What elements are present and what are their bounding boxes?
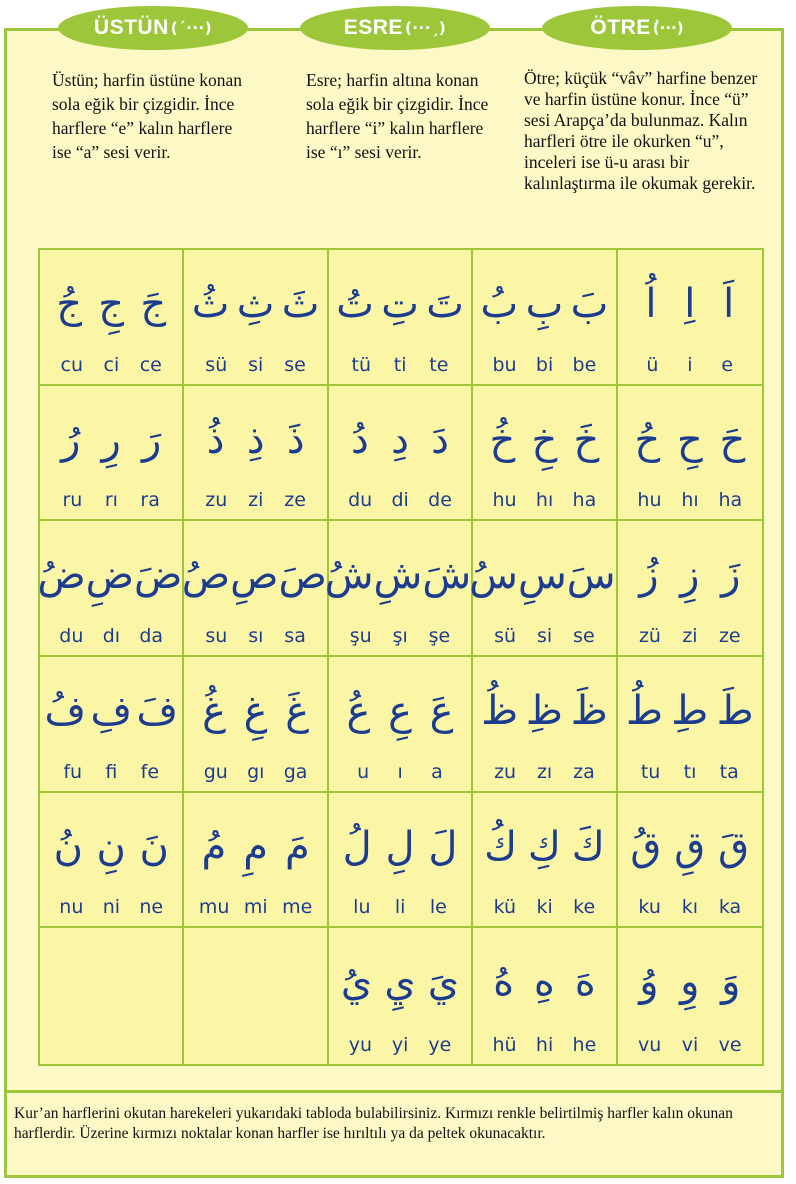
transliteration-syllable: ı xyxy=(397,760,403,783)
letter-cell xyxy=(618,657,762,793)
arabic-letter: هُ xyxy=(493,959,515,1006)
transliteration-syllable: yu xyxy=(348,1034,372,1056)
transliteration-syllable: sa xyxy=(284,625,306,647)
arabic-letters xyxy=(469,539,616,611)
footer-divider xyxy=(4,1090,784,1093)
arabic-letter: عُ xyxy=(346,688,371,734)
transliteration xyxy=(329,625,471,647)
arabic-letter: عِ xyxy=(388,688,412,734)
transliteration-syllable: su xyxy=(205,625,228,647)
arabic-letter: وُ xyxy=(639,959,659,1006)
transliteration xyxy=(618,1034,762,1056)
transliteration-syllable: lu xyxy=(353,896,371,919)
transliteration-syllable: zi xyxy=(248,489,264,512)
transliteration-syllable: fe xyxy=(140,760,160,783)
arabic-letter: تَ xyxy=(426,281,464,327)
arabic-letter: جِ xyxy=(98,281,125,327)
transliteration-syllable: zi xyxy=(682,625,698,647)
arabic-letter: قَ xyxy=(718,823,750,870)
transliteration xyxy=(184,896,326,918)
arabic-letter: كُ xyxy=(484,823,518,870)
arabic-letter: فَ xyxy=(136,688,178,734)
transliteration-syllable: ü xyxy=(646,353,659,376)
transliteration xyxy=(40,625,182,647)
transliteration-syllable: du xyxy=(59,625,84,647)
letter-cell xyxy=(618,793,762,929)
transliteration-syllable: di xyxy=(391,489,409,512)
transliteration-syllable: sü xyxy=(205,353,228,376)
arabic-letter: تُ xyxy=(336,281,374,327)
arabic-letter: ثُ xyxy=(191,281,230,327)
arabic-letter: ثِ xyxy=(236,281,275,327)
letter-cell xyxy=(469,521,617,657)
arabic-letter: سَ xyxy=(566,552,616,599)
arabic-letters xyxy=(329,675,471,747)
arabic-letter: مُ xyxy=(201,823,227,870)
letter-cell xyxy=(40,386,184,522)
arabic-letter: سِ xyxy=(517,552,567,599)
otre-header-pill xyxy=(542,6,732,50)
arabic-letters xyxy=(184,404,326,476)
letter-cell xyxy=(473,793,617,929)
arabic-letter: جُ xyxy=(56,281,83,327)
arabic-letters xyxy=(329,268,471,340)
letter-cell xyxy=(184,386,328,522)
transliteration-syllable: ni xyxy=(102,896,121,919)
transliteration-syllable: te xyxy=(429,353,449,376)
transliteration-syllable: ve xyxy=(718,1034,742,1056)
transliteration-syllable: de xyxy=(428,489,452,512)
transliteration-syllable: me xyxy=(282,896,313,919)
transliteration xyxy=(184,625,326,647)
transliteration xyxy=(618,354,762,376)
transliteration-syllable: si xyxy=(536,625,553,647)
transliteration-syllable: i xyxy=(687,353,693,376)
arabic-letter: هِ xyxy=(533,959,555,1006)
letter-cell xyxy=(473,386,617,522)
arabic-letter: صَ xyxy=(278,552,327,599)
transliteration xyxy=(618,761,762,783)
transliteration-syllable: ki xyxy=(536,896,553,919)
letter-cell xyxy=(329,657,473,793)
letter-cell xyxy=(324,521,473,657)
letter-cell xyxy=(184,657,328,793)
transliteration-syllable: ga xyxy=(283,760,308,783)
transliteration-syllable: nu xyxy=(59,896,84,919)
transliteration-syllable: gı xyxy=(247,760,265,783)
harakah-table xyxy=(38,248,764,1066)
transliteration xyxy=(40,489,182,511)
esre-header-label: ESRE xyxy=(343,16,403,39)
arabic-letter: شِ xyxy=(373,552,423,599)
arabic-letter: وِ xyxy=(680,959,700,1006)
transliteration-syllable: şu xyxy=(349,625,372,647)
arabic-letter: غَ xyxy=(285,688,310,734)
arabic-letter: ذَ xyxy=(286,416,305,463)
arabic-letters xyxy=(618,539,762,611)
arabic-letters xyxy=(618,811,762,883)
arabic-letters xyxy=(329,946,471,1018)
arabic-letter: خَ xyxy=(573,416,600,463)
transliteration-syllable: ta xyxy=(719,760,739,783)
arabic-letter: رُ xyxy=(61,416,81,463)
arabic-letters xyxy=(184,675,326,747)
arabic-letter: لَ xyxy=(428,823,458,870)
letter-cell xyxy=(184,793,328,929)
arabic-letter: دَ xyxy=(431,416,449,463)
arabic-letter: زِ xyxy=(680,552,700,599)
transliteration-syllable: fu xyxy=(63,760,83,783)
arabic-letter: جَ xyxy=(140,281,167,327)
transliteration-syllable: li xyxy=(394,896,406,919)
arabic-letter: مَ xyxy=(285,823,310,870)
arabic-letter: نَ xyxy=(139,823,169,870)
transliteration-syllable: a xyxy=(431,760,443,783)
arabic-letter: اُ xyxy=(645,281,657,327)
ustun-description: Üstün; harfin üstüne konan sola eğik bir çizgidir. İnce harflere “e” kalın harflere ise “a” sesi verir. xyxy=(52,70,243,162)
transliteration-syllable: he xyxy=(572,1034,597,1056)
arabic-letter: فُ xyxy=(44,688,86,734)
transliteration-syllable: ze xyxy=(718,625,741,647)
arabic-letter: بَ xyxy=(570,281,609,327)
transliteration-syllable: le xyxy=(429,896,447,919)
transliteration-syllable: tü xyxy=(351,353,372,376)
arabic-letter: يُ xyxy=(340,959,373,1006)
transliteration-syllable: dı xyxy=(102,625,121,647)
transliteration-syllable: vi xyxy=(681,1034,699,1056)
transliteration-syllable: zı xyxy=(536,760,553,783)
arabic-letter: غُ xyxy=(202,688,226,734)
arabic-letters xyxy=(473,268,615,340)
arabic-letter: قُ xyxy=(630,823,662,870)
arabic-letter: ظُ xyxy=(481,688,519,734)
arabic-letter: شُ xyxy=(324,552,374,599)
transliteration-syllable: ka xyxy=(718,896,742,919)
transliteration-syllable: bu xyxy=(492,353,517,376)
arabic-letter: غِ xyxy=(243,688,268,734)
letter-cell xyxy=(184,250,328,386)
transliteration xyxy=(184,489,326,511)
transliteration xyxy=(329,354,471,376)
arabic-letter: صُ xyxy=(181,552,231,599)
otre-header-label: ÖTRE xyxy=(590,16,651,39)
letter-cell xyxy=(618,928,762,1064)
arabic-letter: شَ xyxy=(422,552,472,599)
transliteration-syllable: zu xyxy=(205,489,228,512)
transliteration-syllable: hu xyxy=(492,489,517,512)
arabic-letter: دُ xyxy=(351,416,369,463)
transliteration-syllable: yi xyxy=(391,1034,409,1056)
arabic-letter: لِ xyxy=(385,823,415,870)
arabic-letter: كِ xyxy=(527,823,561,870)
arabic-letter: بُ xyxy=(480,281,519,327)
arabic-letter: رَ xyxy=(141,416,162,463)
transliteration-syllable: hü xyxy=(492,1034,517,1056)
transliteration-syllable: ha xyxy=(718,489,743,512)
arabic-letter: ظَ xyxy=(570,688,608,734)
transliteration xyxy=(329,489,471,511)
transliteration-syllable: ce xyxy=(139,353,162,376)
letter-cell xyxy=(329,793,473,929)
arabic-letter: زَ xyxy=(721,552,741,599)
arabic-letter: فِ xyxy=(90,688,132,734)
arabic-letters xyxy=(473,946,615,1018)
transliteration-syllable: ru xyxy=(62,489,83,512)
arabic-letter: نِ xyxy=(96,823,126,870)
arabic-letters xyxy=(184,268,326,340)
arabic-letters xyxy=(618,268,762,340)
footer-note: Kur’an harflerini okutan harekeleri yukarıdaki tabloda bulabilirsiniz. Kırmızı renkle belirtilmiş harfler kalın okunan harflerdir. Üzerine kırmızı noktalar konan harfler ise hırıltılı ya da peltek okunacaktır. xyxy=(14,1105,733,1142)
transliteration-syllable: ra xyxy=(140,489,160,512)
arabic-letter: عَ xyxy=(429,688,454,734)
arabic-letters xyxy=(329,811,471,883)
transliteration xyxy=(473,489,615,511)
transliteration-syllable: si xyxy=(248,353,264,376)
transliteration-syllable: rı xyxy=(104,489,118,512)
transliteration-syllable: hı xyxy=(535,489,554,512)
transliteration xyxy=(618,896,762,918)
transliteration-syllable: se xyxy=(284,353,306,376)
transliteration-syllable: da xyxy=(139,625,164,647)
letter-cell xyxy=(40,250,184,386)
letter-cell xyxy=(329,386,473,522)
ustun-header-pill xyxy=(58,6,248,50)
arabic-letters xyxy=(181,539,327,611)
transliteration-syllable: sı xyxy=(248,625,264,647)
transliteration-syllable: kü xyxy=(493,896,517,919)
arabic-letter: حُ xyxy=(634,416,661,463)
arabic-letter: ثَ xyxy=(281,281,320,327)
transliteration xyxy=(184,354,326,376)
transliteration-syllable: ti xyxy=(393,353,407,376)
arabic-letter: سُ xyxy=(469,552,518,599)
transliteration xyxy=(618,489,762,511)
transliteration-syllable: mu xyxy=(198,896,230,919)
transliteration-syllable: tı xyxy=(683,760,697,783)
arabic-letter: هَ xyxy=(574,959,596,1006)
transliteration xyxy=(473,896,615,918)
transliteration-syllable: vu xyxy=(638,1034,662,1056)
arabic-letter: خُ xyxy=(489,416,516,463)
arabic-letter: ظِ xyxy=(525,688,563,734)
transliteration-syllable: ne xyxy=(139,896,164,919)
transliteration xyxy=(473,761,615,783)
arabic-letter: ذِ xyxy=(246,416,265,463)
transliteration xyxy=(473,1034,615,1056)
arabic-letter: يِ xyxy=(384,959,416,1006)
transliteration xyxy=(329,761,471,783)
arabic-letter: صِ xyxy=(230,552,279,599)
transliteration-syllable: ci xyxy=(103,353,120,376)
transliteration-syllable: zü xyxy=(638,625,661,647)
arabic-letter: اَ xyxy=(723,281,735,327)
arabic-letters xyxy=(618,404,762,476)
arabic-letter: طَ xyxy=(716,688,754,734)
arabic-letter: ضَ xyxy=(134,552,183,599)
transliteration-syllable: ha xyxy=(572,489,597,512)
transliteration xyxy=(40,896,182,918)
letter-cell xyxy=(329,928,473,1064)
arabic-letter: تِ xyxy=(381,281,419,327)
arabic-letter: خِ xyxy=(531,416,558,463)
arabic-letter: كَ xyxy=(571,823,605,870)
arabic-letter: طُ xyxy=(625,688,663,734)
transliteration xyxy=(473,354,615,376)
transliteration-syllable: u xyxy=(357,760,370,783)
arabic-letters xyxy=(329,404,471,476)
letter-cell xyxy=(40,657,184,793)
arabic-letter: دِ xyxy=(391,416,409,463)
letter-cell xyxy=(37,521,184,657)
letter-cell xyxy=(618,250,762,386)
arabic-letters xyxy=(40,811,182,883)
arabic-letter: وَ xyxy=(721,959,741,1006)
letter-cell xyxy=(473,928,617,1064)
arabic-letter: حِ xyxy=(676,416,703,463)
arabic-letters xyxy=(40,268,182,340)
letter-cell xyxy=(473,250,617,386)
letter-cell xyxy=(618,521,762,657)
transliteration-syllable: ku xyxy=(638,896,661,919)
arabic-letters xyxy=(40,675,182,747)
transliteration-syllable: ye xyxy=(428,1034,452,1056)
transliteration-syllable: fi xyxy=(105,760,118,783)
otre-description: Ötre; küçük “vâv” harfine benzer ve harfin üstüne konur. İnce “ü” sesi Arapça’da bulunmaz. Kalın harfleri ötre ile okurken “u”, inceleri ise ü-u arası bir kalınlaştırma ile okumak gerekir. xyxy=(524,68,758,193)
letter-cell xyxy=(329,250,473,386)
arabic-letter: ضُ xyxy=(37,552,86,599)
arabic-letters xyxy=(37,539,183,611)
letter-cell xyxy=(473,657,617,793)
transliteration xyxy=(473,625,615,647)
arabic-letter: مِ xyxy=(243,823,268,870)
transliteration xyxy=(40,354,182,376)
transliteration xyxy=(329,1034,471,1056)
arabic-letter: نُ xyxy=(53,823,83,870)
transliteration xyxy=(329,896,471,918)
arabic-letter: طِ xyxy=(671,688,709,734)
esre-description: Esre; harfin altına konan sola eğik bir çizgidir. İnce harflere “i” kalın harflere ise “ı” sesi verir. xyxy=(306,70,489,162)
arabic-letter: لُ xyxy=(342,823,372,870)
arabic-letter: حَ xyxy=(719,416,746,463)
transliteration-syllable: hu xyxy=(637,489,662,512)
transliteration-syllable: şe xyxy=(428,625,451,647)
arabic-letter: اِ xyxy=(684,281,696,327)
transliteration-syllable: bi xyxy=(535,353,554,376)
transliteration-syllable: kı xyxy=(681,896,699,919)
arabic-letter: قِ xyxy=(674,823,706,870)
transliteration-syllable: gu xyxy=(203,760,228,783)
letter-cell xyxy=(40,793,184,929)
transliteration-syllable: hı xyxy=(681,489,699,512)
ustun-header-label: ÜSTÜN xyxy=(93,16,169,39)
transliteration xyxy=(40,761,182,783)
transliteration-syllable: tu xyxy=(640,760,661,783)
transliteration-syllable: şı xyxy=(392,625,408,647)
arabic-letter: زُ xyxy=(639,552,659,599)
esre-header-pill xyxy=(300,6,490,50)
transliteration xyxy=(184,761,326,783)
arabic-letters xyxy=(473,404,615,476)
arabic-letter: ضِ xyxy=(85,552,135,599)
arabic-letters xyxy=(184,811,326,883)
arabic-letters xyxy=(473,675,615,747)
arabic-letters xyxy=(473,811,615,883)
transliteration-syllable: ze xyxy=(284,489,306,512)
arabic-letters xyxy=(324,539,472,611)
arabic-letter: يَ xyxy=(427,959,460,1006)
ustun-mark-icon: (´···) xyxy=(170,19,213,37)
empty-cell xyxy=(184,928,328,1064)
letter-cell xyxy=(181,521,328,657)
transliteration-syllable: du xyxy=(348,489,373,512)
arabic-letters xyxy=(618,675,762,747)
empty-cell xyxy=(40,928,184,1064)
transliteration-syllable: cu xyxy=(60,353,83,376)
otre-mark-icon: (ُ···) xyxy=(652,19,684,37)
transliteration xyxy=(618,625,762,647)
transliteration-syllable: sü xyxy=(494,625,517,647)
transliteration-syllable: zu xyxy=(494,760,517,783)
arabic-letter: ذُ xyxy=(206,416,225,463)
arabic-letter: رِ xyxy=(101,416,121,463)
arabic-letters xyxy=(40,404,182,476)
transliteration-syllable: hi xyxy=(535,1034,554,1056)
transliteration-syllable: e xyxy=(721,353,734,376)
letter-cell xyxy=(618,386,762,522)
arabic-letter: بِ xyxy=(525,281,564,327)
esre-mark-icon: (···ˏ) xyxy=(404,19,447,37)
transliteration-syllable: za xyxy=(573,760,595,783)
transliteration-syllable: se xyxy=(573,625,595,647)
transliteration-syllable: ke xyxy=(573,896,596,919)
arabic-letters xyxy=(618,946,762,1018)
transliteration-syllable: mi xyxy=(243,896,268,919)
transliteration-syllable: be xyxy=(572,353,597,376)
